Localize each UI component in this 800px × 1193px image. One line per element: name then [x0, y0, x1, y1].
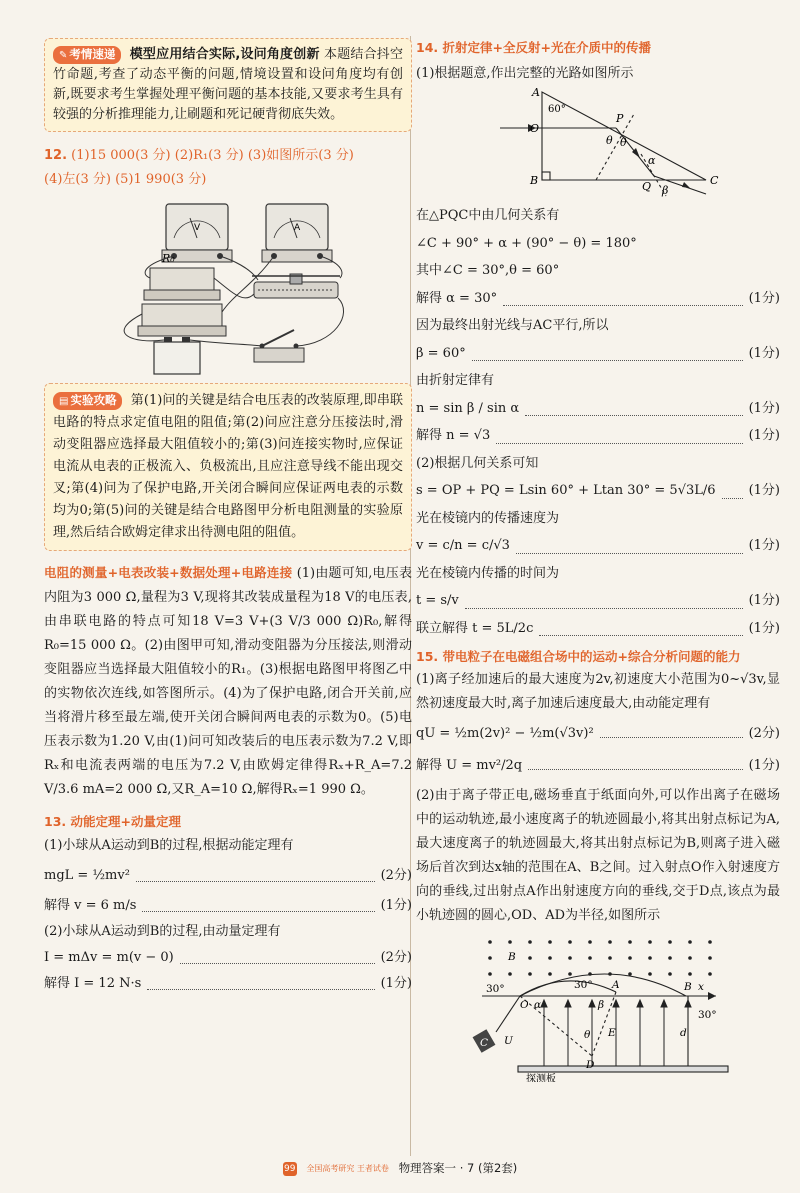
q13-line1: (1)小球从A运动到B的过程,根据动能定理有 [44, 838, 294, 853]
q13-eq4-row [44, 972, 412, 996]
q14-line-text: 解得 n = √3 [416, 428, 491, 443]
label-p: P [616, 112, 624, 125]
q12-line1 [44, 146, 412, 166]
q13-eq1-row [44, 864, 412, 888]
dots [516, 532, 743, 554]
field-dot [568, 956, 572, 960]
q15-eq2: 解得 U = mv²/2q [416, 758, 523, 773]
magnetic-field-dots [488, 940, 712, 976]
q13-line2: (2)小球从A运动到B的过程,由动量定理有 [44, 924, 281, 939]
dots [147, 972, 374, 990]
experiment-tag-label: 实验攻略 [70, 393, 117, 407]
field-dot [588, 940, 592, 944]
q14-line-score: (1分) [748, 593, 780, 608]
dots [465, 587, 743, 609]
arrow-icon [661, 1000, 667, 1007]
page-footer [0, 1160, 800, 1176]
q13-eq3-score: (2分) [380, 950, 412, 965]
q14-line-text: 光在棱镜内的传播速度为 [416, 510, 560, 526]
q15-para2: (2)由于离子带正电,磁场垂直于纸面向外,可以作出离子在磁场中的运动轨迹,最小速度离子的轨迹圆最小,将其出射点标记为A,最大速度离子的轨迹圆最大,将其出射点标记为B,则离子进入磁场后首次到达x轴的范围在A、B之间。过入射点O作入射速度方向的垂线,过出射点A作出射速度方向的垂线,交于D点,该点为最小轨迹圆的圆心,OD、AD为半径,如图所示 [416, 788, 780, 923]
prism-figure [416, 84, 780, 202]
experiment-text: 第(1)问的关键是结合电压表的改装原理,即串联电路的特点求定值电阻的阻值;第(2)问应注意分压接法时,滑动变阻器应选择最大阻值较小的;第(3)问连接实物时,应保证电流从电表的正极流入、负极流出,且应注意导线不能出现交叉;第(4)问为了保护电路,开关闭合瞬间应保证两电表的示数均为0;第(5)问的关键是结合电路图甲分析电阻测量的实验原理,然后结合欧姆定律求出待测电阻的阻值。 [53, 393, 403, 540]
field-dot [648, 972, 652, 976]
q14-line [416, 505, 780, 533]
dots [525, 395, 742, 417]
q13-eq3-row [44, 946, 412, 970]
field-dot [608, 940, 612, 944]
label-b: B [530, 174, 539, 187]
q14-line-text: ∠C + 90° + α + (90° − θ) = 180° [416, 235, 637, 251]
dots [142, 894, 374, 912]
arrow-icon [682, 182, 690, 188]
q13-eq2-row [44, 894, 412, 918]
label-b-point: B [684, 981, 692, 993]
small-trajectory [520, 981, 616, 996]
q14-line-score: (1分) [748, 400, 780, 416]
label-alpha: α [648, 154, 656, 167]
label-q: Q [642, 180, 652, 193]
q13-eq1-score: (2分) [380, 868, 412, 883]
analysis-title: 电阻的测量+电表改装+数据处理+电路连接 [44, 565, 293, 580]
q14-line [416, 560, 780, 588]
dots [539, 615, 742, 637]
q15-title: 15. 带电粒子在电磁组合场中的运动+综合分析问题的能力 [416, 649, 741, 664]
field-dot [628, 956, 632, 960]
field-dot [708, 956, 712, 960]
dots [528, 756, 742, 770]
q14-line-text: 光在棱镜内传播的时间为 [416, 565, 560, 581]
analysis-text: (1)由题可知,电压表内阻为3 000 Ω,量程为3 V,现将其改装成量程为18 V的电压表,由串联电路的特点可知18 V=3 V+(3 V/3 000 Ω)R₀,解得R₀=15 000 Ω。(2)由图甲可知,滑动变阻器为分压接法,则滑动变阻器应当选择最大阻值较小的R₁。(3)根据电路图甲将图乙中的实物依次连线,如答图所示。(4)为了保护电路,闭合开关前,应当将滑片移至最左端,使开关闭合瞬间两电表的示数为0。(5)电压表示数为1.20 V,由(1)问可知改装后的电压表示数为7.2 V,即Rₓ和电流表两端的电压为7.2 V,由欧姆定律得Rₓ+R_A=7.2 V/3.6 mA=2 000 Ω,又R_A=10 Ω,解得Rₓ=1 990 Ω。 [44, 566, 412, 797]
q14-line-score: (1分) [748, 428, 780, 443]
q13-eq1: mgL = ½mv² [44, 868, 130, 883]
q15-eq1-row [416, 724, 780, 744]
q14-line [416, 367, 780, 395]
field-dot [668, 940, 672, 944]
q14-line-score: (1分) [748, 290, 780, 306]
field-dot [488, 940, 492, 944]
field-dot [528, 972, 532, 976]
q12-number: 12. [44, 148, 68, 163]
electric-field-lines [541, 1000, 691, 1066]
field-dot [608, 956, 612, 960]
label-c: C [710, 174, 719, 187]
label-d-point: D [586, 1059, 595, 1071]
right-column [416, 0, 780, 1082]
ammeter-label: A [294, 223, 301, 233]
label-e: E [608, 1027, 616, 1039]
q15-eq2-row [416, 756, 780, 776]
label-u: U [504, 1035, 513, 1047]
ammeter [262, 204, 332, 262]
field-dot [548, 972, 552, 976]
q14-line [416, 587, 780, 615]
label-30-c: 30° [698, 1009, 717, 1021]
field-dot [708, 972, 712, 976]
field-dot [688, 972, 692, 976]
label-beta: β [662, 184, 669, 197]
q15-eq2-score: (1分) [748, 758, 780, 773]
q14-line-score: (1分) [748, 620, 780, 636]
intro-box [44, 38, 412, 132]
intro-text: 本题结合抖空竹命题,考查了动态平衡的问题,情境设置和设问角度均有创新,既要求考生掌握处理平衡问题的基本技能,又要求考生具有较强的分析推理能力,让刷题和死记硬背彻底失效。 [53, 47, 403, 122]
label-d: d [680, 1027, 687, 1039]
q14-line [416, 257, 780, 285]
q14-line-text: t = s/v [416, 593, 459, 608]
label-theta1: θ [606, 134, 613, 147]
left-column [44, 0, 412, 996]
experiment-box [44, 383, 412, 551]
label-o: O [520, 999, 529, 1011]
circuit-figure [44, 194, 412, 379]
q14-line [416, 202, 780, 230]
label-30-a: 30° [486, 983, 505, 995]
label-alpha: α [534, 999, 542, 1011]
arrow-icon [589, 1000, 595, 1007]
field-dot [648, 956, 652, 960]
q15-eq1-score: (2分) [748, 726, 780, 741]
field-dot [568, 940, 572, 944]
intro-tag [53, 46, 121, 64]
q14-line [416, 230, 780, 258]
arrow-icon [685, 1000, 691, 1007]
arrow-icon [613, 1000, 619, 1007]
field-dot [548, 940, 552, 944]
field-dot [648, 940, 652, 944]
field-dot [528, 940, 532, 944]
q14-line-text: n = sin β / sin α [416, 400, 520, 416]
field-figure [416, 932, 780, 1082]
dots [180, 946, 375, 964]
intro-paragraph [53, 45, 403, 125]
q13-answer [44, 810, 412, 996]
label-o: O [530, 122, 540, 135]
field-svg [416, 932, 780, 1082]
experiment-paragraph [53, 390, 403, 544]
arrow-icon [637, 1000, 643, 1007]
od-radius [520, 996, 592, 1056]
large-trajectory [520, 974, 686, 996]
label-theta: θ [584, 1029, 591, 1041]
arrow-icon [708, 992, 716, 1000]
q14-line-text: 联立解得 t = 5L/2c [416, 620, 534, 636]
rheostat [252, 274, 340, 298]
q14-line [416, 477, 780, 505]
field-dot [528, 956, 532, 960]
prism-svg [416, 84, 780, 202]
q14-line [416, 615, 780, 643]
page-number: 物理答案一 · 7 (第2套) [398, 1161, 518, 1175]
field-dot [548, 956, 552, 960]
field-dot [488, 956, 492, 960]
detector-board [518, 1066, 728, 1072]
q14-line [416, 285, 780, 313]
q14-line [416, 395, 780, 423]
field-dot [668, 956, 672, 960]
q14-line1: (1)根据题意,作出完整的光路如图所示 [416, 66, 634, 81]
arrow-icon [565, 1000, 571, 1007]
q14-line [416, 312, 780, 340]
q14-line [416, 422, 780, 450]
q13-eq2-score: (1分) [380, 898, 412, 913]
experiment-tag [53, 392, 122, 410]
q14-line-text: v = c/n = c/√3 [416, 538, 510, 553]
label-beta: β [598, 999, 605, 1011]
analysis-paragraph [44, 561, 412, 802]
field-dot [688, 940, 692, 944]
q13-eq4-score: (1分) [380, 976, 412, 991]
field-dot [508, 972, 512, 976]
label-a: A [532, 86, 540, 99]
q14-lines [416, 202, 780, 642]
pen-icon: ✎ [59, 50, 68, 61]
field-dot [568, 972, 572, 976]
q13-eq2: 解得 v = 6 m/s [44, 898, 137, 913]
q14-line-score: (1分) [748, 345, 780, 361]
q12-analysis [44, 561, 412, 802]
q12-line2: (4)左(3 分) (5)1 990(3 分) [44, 172, 207, 187]
field-dot [628, 972, 632, 976]
q14-line [416, 340, 780, 368]
q13-title: 13. 动能定理+动量定理 [44, 814, 181, 829]
field-dot [488, 972, 492, 976]
right-angle-mark [542, 172, 550, 180]
q15-eq1: qU = ½m(2v)² − ½m(√3v)² [416, 726, 594, 741]
circuit-svg [44, 194, 412, 379]
field-dot [708, 940, 712, 944]
q14-line [416, 532, 780, 560]
q12-answer [44, 146, 412, 190]
entry-ray [496, 996, 520, 1032]
label-b-field: B [508, 951, 516, 963]
field-dot [508, 940, 512, 944]
book-icon: ▤ [59, 396, 69, 407]
q15-para1: (1)离子经加速后的最大速度为2v,初速度大小范围为0~√3v,显然初速度最大时,离子加速后速度最大,由动能定理有 [416, 672, 780, 711]
q14-line-text: 因为最终出射光线与AC平行,所以 [416, 318, 609, 333]
q13-eq4: 解得 I = 12 N·s [44, 976, 142, 991]
label-board: 探测板 [526, 1074, 556, 1082]
q13-eq3: I = mΔv = m(v − 0) [44, 950, 174, 965]
q14-line-text: 解得 α = 30° [416, 290, 498, 306]
q14-line-text: s = OP + PQ = Lsin 60° + Ltan 30° = 5√3L/6 [416, 483, 716, 498]
q14-line-score: (1分) [748, 538, 780, 553]
label-c: C [480, 1037, 489, 1049]
intro-tag-label: 考情速递 [69, 47, 116, 61]
label-a: A [612, 979, 620, 991]
dots [496, 422, 742, 444]
dots [600, 724, 743, 738]
field-dot [628, 940, 632, 944]
dots [136, 864, 375, 882]
q14-line-score: (1分) [748, 483, 780, 498]
dots [503, 285, 742, 307]
r0-label: R₀ [162, 252, 175, 265]
dots [722, 477, 743, 499]
label-60: 60° [548, 104, 566, 115]
label-theta2: θ [620, 136, 627, 149]
voltmeter-label: V [194, 223, 201, 233]
arrow-icon [541, 1000, 547, 1007]
field-dot [588, 956, 592, 960]
q14-line [416, 450, 780, 478]
intro-title: 模型应用结合实际,设问角度创新 [129, 47, 320, 62]
q14-line-text: 其中∠C = 30°,θ = 60° [416, 263, 560, 278]
dots [472, 340, 743, 362]
q14-line-text: (2)根据几何关系可知 [416, 455, 539, 471]
label-30-b: 30° [574, 979, 593, 991]
q14-line-text: β = 60° [416, 345, 466, 361]
q14-line-text: 在△PQC中由几何关系有 [416, 208, 560, 223]
q12-line1-text: (1)15 000(3 分) (2)R₁(3 分) (3)如图所示(3 分) [71, 148, 354, 163]
publisher-brand: 全国高考研究 王者试卷 [306, 1164, 389, 1173]
field-dot [688, 956, 692, 960]
battery [154, 337, 200, 374]
field-dot [668, 972, 672, 976]
q14-title: 14. 折射定律+全反射+光在介质中的传播 [416, 40, 651, 55]
label-x: x [698, 981, 704, 993]
q14-line-text: 由折射定律有 [416, 373, 495, 388]
publisher-logo-icon: 99 [283, 1163, 296, 1174]
